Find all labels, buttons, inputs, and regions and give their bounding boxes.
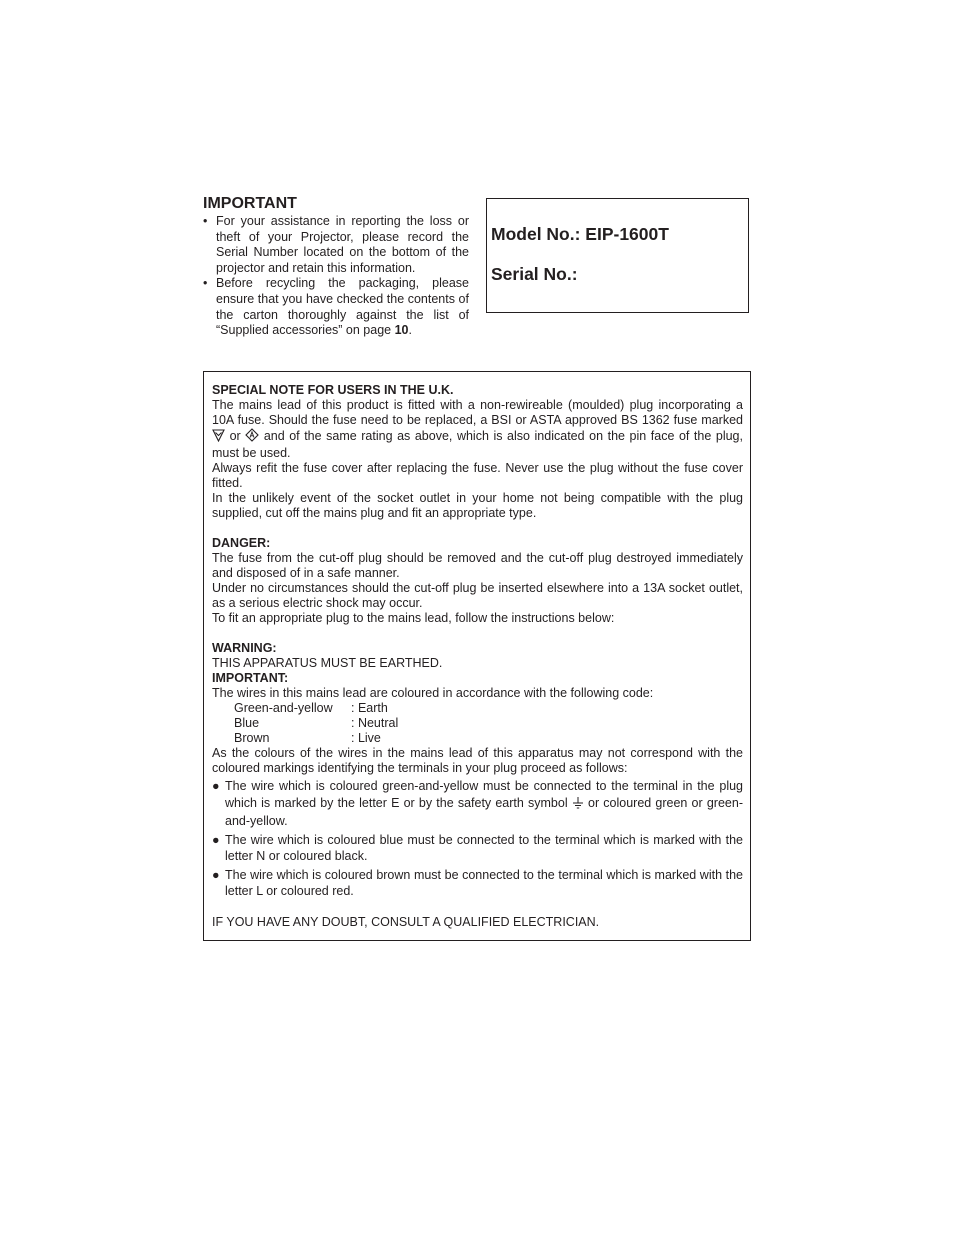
- model-serial-box: [486, 198, 749, 313]
- fuse-text-or: or: [229, 429, 241, 443]
- colours-paragraph: As the colours of the wires in the mains lead of this apparatus may not correspond with the coloured markings identifying the terminals in your plug proceed as follows:: [212, 746, 743, 775]
- danger-paragraph: To fit an appropriate plug to the mains lead, follow the instructions below:: [212, 611, 615, 625]
- wire-colour: Brown: [234, 731, 270, 745]
- list-item-text-end: .: [408, 323, 412, 338]
- bullet-text-b: or coloured green or green-and-yellow.: [225, 795, 743, 828]
- important-title: IMPORTANT: [203, 195, 297, 212]
- list-item-text: For your assistance in reporting the loss or theft of your Projector, please record the Serial Number located on the bottom of the projector and retain this information.: [216, 214, 469, 275]
- important-list: [203, 214, 469, 339]
- uk-note-paragraph: Always refit the fuse cover after replacing the fuse. Never use the plug without the fuse cover fitted.: [212, 461, 743, 490]
- warning-heading: WARNING:: [212, 641, 277, 655]
- list-item-text: Before recycling the packaging, please ensure that you have checked the contents of the carton thoroughly against the list of “Supplied accessories” on page: [216, 276, 469, 338]
- uk-note-paragraph: [212, 398, 743, 461]
- list-item: [212, 832, 743, 865]
- danger-paragraph: The fuse from the cut-off plug should be removed and the cut-off plug destroyed immediately and disposed of in a safe manner.: [212, 551, 743, 580]
- wire-colour: Blue: [234, 716, 260, 730]
- uk-note-paragraph: In the unlikely event of the socket outlet in your home not being compatible with the plug supplied, cut off the mains plug and fit an appropriate type.: [212, 491, 743, 520]
- bullet-icon: •: [203, 214, 208, 228]
- bullet-icon: ●: [212, 779, 220, 793]
- uk-special-note-box: [203, 371, 751, 941]
- warning-text: THIS APPARATUS MUST BE EARTHED.: [212, 656, 443, 670]
- footer-text: IF YOU HAVE ANY DOUBT, CONSULT A QUALIFIED ELECTRICIAN.: [212, 914, 600, 929]
- wire-meaning: : Live: [351, 731, 381, 745]
- fuse-text-b: and of the same rating as above, which is also indicated on the pin face of the plug, must be used.: [212, 429, 743, 460]
- bullet-icon: •: [203, 276, 208, 291]
- bullet-text: The wire which is coloured blue must be connected to the terminal which is marked with the letter N or coloured black.: [225, 832, 743, 863]
- wire-meaning: : Earth: [351, 701, 388, 715]
- important-heading: IMPORTANT:: [212, 671, 289, 685]
- bsi-kitemark-icon: [212, 428, 225, 446]
- bullet-icon: ●: [212, 867, 220, 882]
- bullet-text-a: The wire which is coloured green-and-yellow must be connected to the terminal in the plug which is marked by the letter E or by the safety earth symbol: [225, 779, 743, 810]
- list-item: [212, 867, 743, 900]
- fuse-text-a: The mains lead of this product is fitted with a non-rewireable (moulded) plug incorporating a 10A fuse. Should the fuse need to be replaced, a BSI or ASTA approved BS 1362 fuse marked: [212, 398, 743, 427]
- wire-code-row: [212, 701, 743, 716]
- bullet-icon: ●: [212, 832, 220, 847]
- wire-meaning: : Neutral: [351, 716, 399, 730]
- serial-number: Serial No.:: [491, 264, 578, 284]
- page-reference: 10: [394, 323, 409, 338]
- wire-code-row: [212, 716, 743, 731]
- list-item: [203, 276, 469, 338]
- danger-heading: DANGER:: [212, 536, 271, 550]
- danger-paragraph: Under no circumstances should the cut-off plug be inserted elsewhere into a 13A socket outlet, as a serious electric shock may occur.: [212, 581, 743, 610]
- wire-colour: Green-and-yellow: [234, 701, 333, 715]
- bullet-text: The wire which is coloured brown must be connected to the terminal which is marked with the letter L or coloured red.: [225, 867, 743, 898]
- important-section: [203, 195, 469, 339]
- list-item: [212, 778, 743, 830]
- earth-symbol-icon: [572, 797, 584, 814]
- asta-mark-icon: [245, 428, 259, 446]
- uk-note-heading: SPECIAL NOTE FOR USERS IN THE U.K.: [212, 383, 454, 397]
- code-intro: The wires in this mains lead are coloured in accordance with the following code:: [212, 686, 654, 700]
- list-item: [203, 214, 469, 276]
- model-number: Model No.: EIP-1600T: [491, 224, 669, 244]
- wire-code-row: [212, 731, 743, 746]
